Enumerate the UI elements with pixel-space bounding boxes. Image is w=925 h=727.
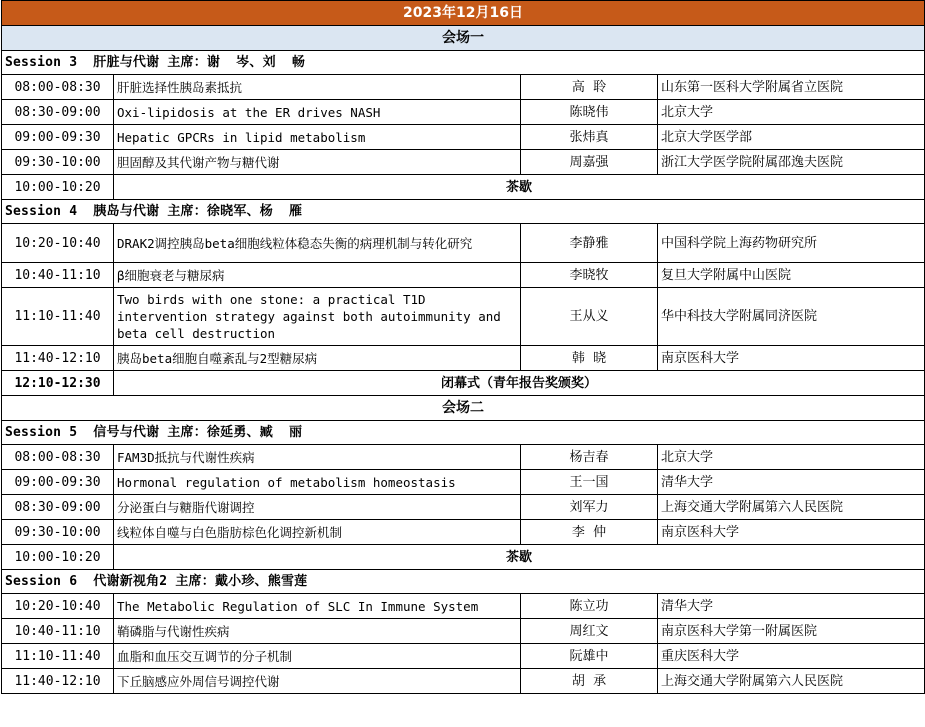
venue-row xyxy=(2,26,925,51)
talk-title: 线粒体自噬与白色脂肪棕色化调控新机制 xyxy=(114,520,521,545)
talk-title: 胰岛beta细胞自噬紊乱与2型糖尿病 xyxy=(114,346,521,371)
break-label: 茶歇 xyxy=(114,175,925,200)
talk-title: 鞘磷脂与代谢性疾病 xyxy=(114,619,521,644)
session-title: Session 3 肝脏与代谢 主席：谢 岑、刘 畅 xyxy=(2,51,925,75)
talk-title: FAM3D抵抗与代谢性疾病 xyxy=(114,445,521,470)
talk-row xyxy=(2,594,925,619)
break-time: 10:00-10:20 xyxy=(2,545,114,570)
date-header: 2023年12月16日 xyxy=(2,1,925,26)
venue-name: 会场二 xyxy=(2,396,925,421)
talk-time: 08:00-08:30 xyxy=(2,445,114,470)
talk-row xyxy=(2,150,925,175)
talk-row xyxy=(2,669,925,694)
date-header-row xyxy=(2,1,925,26)
talk-org: 上海交通大学附属第六人民医院 xyxy=(658,669,925,694)
talk-time: 09:30-10:00 xyxy=(2,150,114,175)
talk-row xyxy=(2,263,925,288)
talk-time: 09:30-10:00 xyxy=(2,520,114,545)
talk-time: 09:00-09:30 xyxy=(2,470,114,495)
closing-row xyxy=(2,371,925,396)
talk-time: 08:30-09:00 xyxy=(2,100,114,125)
talk-org: 南京医科大学第一附属医院 xyxy=(658,619,925,644)
talk-speaker: 王一国 xyxy=(521,470,658,495)
talk-row xyxy=(2,224,925,263)
talk-row xyxy=(2,495,925,520)
talk-row xyxy=(2,445,925,470)
talk-speaker: 李晓牧 xyxy=(521,263,658,288)
talk-time: 10:20-10:40 xyxy=(2,594,114,619)
talk-org: 北京大学 xyxy=(658,445,925,470)
talk-speaker: 杨吉春 xyxy=(521,445,658,470)
talk-row xyxy=(2,100,925,125)
talk-speaker: 周嘉强 xyxy=(521,150,658,175)
talk-title: β细胞衰老与糖尿病 xyxy=(114,263,521,288)
talk-time: 11:10-11:40 xyxy=(2,288,114,346)
talk-title: Two birds with one stone: a practical T1D intervention strategy against both autoimmunity and beta cell destruction xyxy=(114,288,521,346)
talk-org: 华中科技大学附属同济医院 xyxy=(658,288,925,346)
talk-row xyxy=(2,125,925,150)
talk-time: 11:40-12:10 xyxy=(2,346,114,371)
talk-time: 08:00-08:30 xyxy=(2,75,114,100)
session-title: Session 4 胰岛与代谢 主席：徐晓军、杨 雁 xyxy=(2,200,925,224)
talk-title: 肝脏选择性胰岛素抵抗 xyxy=(114,75,521,100)
break-label: 茶歇 xyxy=(114,545,925,570)
talk-time: 10:20-10:40 xyxy=(2,224,114,263)
talk-org: 北京大学 xyxy=(658,100,925,125)
talk-speaker: 陈立功 xyxy=(521,594,658,619)
talk-time: 10:40-11:10 xyxy=(2,619,114,644)
talk-title: 下丘脑感应外周信号调控代谢 xyxy=(114,669,521,694)
break-time: 10:00-10:20 xyxy=(2,175,114,200)
talk-title: 胆固醇及其代谢产物与糖代谢 xyxy=(114,150,521,175)
session-header xyxy=(2,421,925,445)
talk-speaker: 胡 承 xyxy=(521,669,658,694)
talk-speaker: 刘军力 xyxy=(521,495,658,520)
talk-org: 清华大学 xyxy=(658,594,925,619)
talk-title: Oxi-lipidosis at the ER drives NASH xyxy=(114,100,521,125)
talk-org: 清华大学 xyxy=(658,470,925,495)
talk-org: 浙江大学医学院附属邵逸夫医院 xyxy=(658,150,925,175)
talk-org: 南京医科大学 xyxy=(658,346,925,371)
talk-speaker: 李 仲 xyxy=(521,520,658,545)
talk-title: The Metabolic Regulation of SLC In Immune System xyxy=(114,594,521,619)
talk-speaker: 阮雄中 xyxy=(521,644,658,669)
talk-row xyxy=(2,346,925,371)
talk-speaker: 韩 晓 xyxy=(521,346,658,371)
talk-title: Hormonal regulation of metabolism homeostasis xyxy=(114,470,521,495)
session-title: Session 6 代谢新视角2 主席：戴小珍、熊雪莲 xyxy=(2,570,925,594)
talk-title: 分泌蛋白与糖脂代谢调控 xyxy=(114,495,521,520)
venue-name: 会场一 xyxy=(2,26,925,51)
talk-row xyxy=(2,470,925,495)
talk-time: 08:30-09:00 xyxy=(2,495,114,520)
talk-speaker: 王从义 xyxy=(521,288,658,346)
closing-time: 12:10-12:30 xyxy=(2,371,114,396)
talk-row xyxy=(2,644,925,669)
talk-title: Hepatic GPCRs in lipid metabolism xyxy=(114,125,521,150)
talk-org: 上海交通大学附属第六人民医院 xyxy=(658,495,925,520)
talk-time: 11:10-11:40 xyxy=(2,644,114,669)
talk-row xyxy=(2,75,925,100)
talk-org: 复旦大学附属中山医院 xyxy=(658,263,925,288)
closing-label: 闭幕式（青年报告奖颁奖） xyxy=(114,371,925,396)
talk-speaker: 李静雅 xyxy=(521,224,658,263)
talk-org: 重庆医科大学 xyxy=(658,644,925,669)
talk-row xyxy=(2,520,925,545)
talk-org: 中国科学院上海药物研究所 xyxy=(658,224,925,263)
talk-title: 血脂和血压交互调节的分子机制 xyxy=(114,644,521,669)
talk-time: 09:00-09:30 xyxy=(2,125,114,150)
session-header xyxy=(2,51,925,75)
session-header xyxy=(2,200,925,224)
talk-time: 10:40-11:10 xyxy=(2,263,114,288)
venue-row xyxy=(2,396,925,421)
talk-org: 山东第一医科大学附属省立医院 xyxy=(658,75,925,100)
talk-speaker: 周红文 xyxy=(521,619,658,644)
talk-speaker: 高 聆 xyxy=(521,75,658,100)
talk-speaker: 陈晓伟 xyxy=(521,100,658,125)
break-row xyxy=(2,175,925,200)
session-header xyxy=(2,570,925,594)
talk-time: 11:40-12:10 xyxy=(2,669,114,694)
talk-row xyxy=(2,288,925,346)
schedule-table xyxy=(1,0,925,694)
talk-org: 南京医科大学 xyxy=(658,520,925,545)
break-row xyxy=(2,545,925,570)
session-title: Session 5 信号与代谢 主席：徐延勇、臧 丽 xyxy=(2,421,925,445)
talk-org: 北京大学医学部 xyxy=(658,125,925,150)
talk-title: DRAK2调控胰岛beta细胞线粒体稳态失衡的病理机制与转化研究 xyxy=(114,224,521,263)
talk-row xyxy=(2,619,925,644)
talk-speaker: 张炜真 xyxy=(521,125,658,150)
